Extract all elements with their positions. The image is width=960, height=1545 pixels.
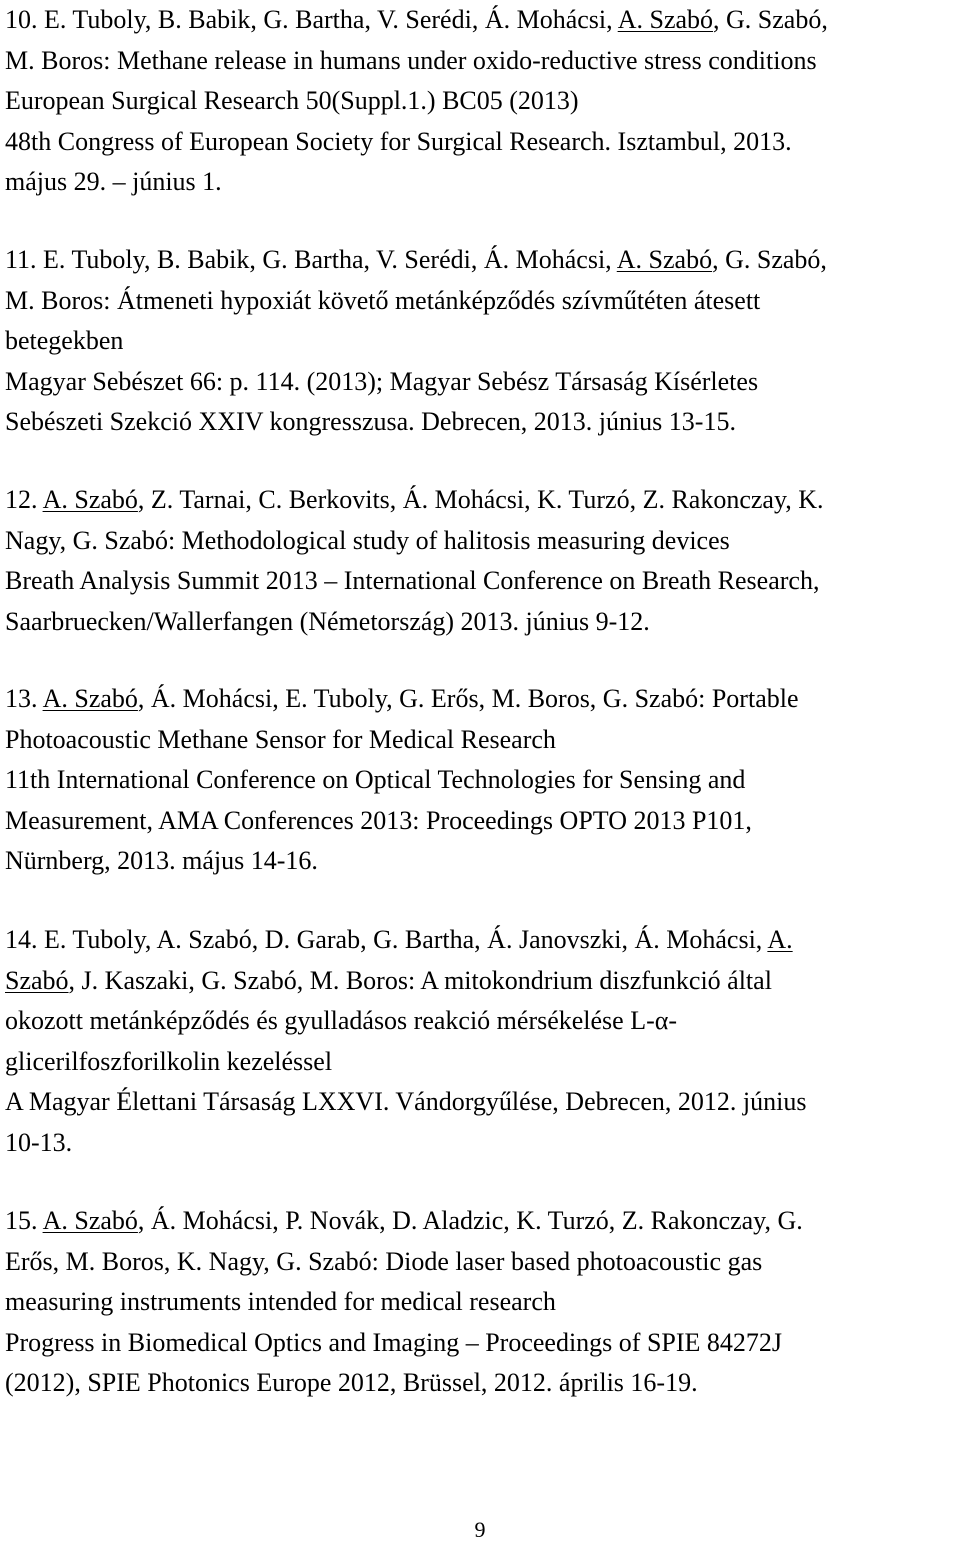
reference-line <box>5 0 955 40</box>
reference-text: 13. <box>5 684 43 713</box>
underlined-author: A. Szabó <box>42 485 138 514</box>
reference-text: A Magyar Élettani Társaság LXXVI. Vándorgyűlése, Debrecen, 2012. június <box>5 1087 807 1116</box>
reference-text: Measurement, AMA Conferences 2013: Proceedings OPTO 2013 P101, <box>5 805 752 835</box>
reference-text: 10-13. <box>5 1127 73 1157</box>
reference-text: 12. <box>5 485 43 514</box>
underlined-author: A. Szabó <box>617 5 714 34</box>
reference-text: , Á. Mohácsi, E. Tuboly, G. Erős, M. Boros, G. Szabó: Portable <box>137 684 799 713</box>
reference-text: M. Boros: Átmeneti hypoxiát követő metánképződés szívműtéten átesett <box>5 285 761 315</box>
reference-text: Nürnberg, 2013. május 14-16. <box>5 846 318 875</box>
reference-line <box>5 1282 955 1322</box>
reference-text: Nagy, G. Szabó: Methodological study of halitosis measuring devices <box>5 525 730 555</box>
reference-text: 15. <box>5 1206 43 1235</box>
reference-line <box>5 281 955 321</box>
reference-text: , Á. Mohácsi, P. Novák, D. Aladzic, K. Turzó, Z. Rakonczay, G. <box>137 1206 803 1235</box>
reference-text: Saarbruecken/Wallerfangen (Németország) 2013. június 9-12. <box>5 606 650 636</box>
reference-text: , G. Szabó, <box>712 245 827 274</box>
underlined-author: A. Szabó <box>42 1206 138 1235</box>
reference-text: Breath Analysis Summit 2013 – International Conference on Breath Research, <box>5 566 820 595</box>
reference-text: 14. E. Tuboly, A. Szabó, D. Garab, G. Bartha, Á. Janovszki, Á. Mohácsi, <box>5 925 768 954</box>
reference-line <box>5 1242 955 1282</box>
underlined-author: A. Szabó <box>42 684 138 713</box>
reference-text: okozott metánképződés és gyulladásos reakció mérsékelése L-α- <box>5 1006 678 1035</box>
reference-text: (2012), SPIE Photonics Europe 2012, Brüssel, 2012. április 16-19. <box>5 1368 698 1397</box>
reference-line <box>5 362 955 402</box>
reference-text: Progress in Biomedical Optics and Imaging – Proceedings of SPIE 84272J <box>5 1327 783 1357</box>
reference-line <box>5 1042 955 1082</box>
page-number: 9 <box>474 1517 486 1542</box>
reference-line <box>5 920 955 960</box>
reference-text: Erős, M. Boros, K. Nagy, G. Szabó: Diode laser based photoacoustic gas <box>5 1246 763 1276</box>
reference-line <box>5 760 955 800</box>
reference-line <box>5 841 955 881</box>
underlined-author: A. Szabó <box>616 245 713 274</box>
reference-line <box>5 480 955 520</box>
reference-line <box>5 1001 955 1041</box>
reference-text: 11. E. Tuboly, B. Babik, G. Bartha, V. Serédi, Á. Mohácsi, <box>5 245 617 274</box>
reference-line <box>5 162 955 202</box>
reference-line <box>5 801 955 841</box>
reference-text: Magyar Sebészet 66: p. 114. (2013); Magyar Sebész Társaság Kísérletes <box>5 366 759 396</box>
reference-line <box>5 720 955 760</box>
reference-line <box>5 602 955 642</box>
reference-text: 11th International Conference on Optical Technologies for Sensing and <box>5 765 746 794</box>
reference-text: 10. E. Tuboly, B. Babik, G. Bartha, V. Serédi, Á. Mohácsi, <box>5 5 618 34</box>
reference-text: glicerilfoszforilkolin kezeléssel <box>5 1046 333 1076</box>
reference-line <box>5 1323 955 1363</box>
reference-line <box>5 1082 955 1122</box>
reference-line <box>5 1363 955 1403</box>
reference-line <box>5 1201 955 1241</box>
reference-line <box>5 321 955 361</box>
reference-text: , G. Szabó, <box>713 5 828 34</box>
reference-text: European Surgical Research 50(Suppl.1.) BC05 (2013) <box>5 86 579 115</box>
reference-line <box>5 81 955 121</box>
reference-text: betegekben <box>5 326 124 355</box>
reference-line <box>5 240 955 280</box>
reference-text: május 29. – június 1. <box>5 167 222 196</box>
reference-line <box>5 122 955 162</box>
reference-text: , Z. Tarnai, C. Berkovits, Á. Mohácsi, K. Turzó, Z. Rakonczay, K. <box>137 485 824 514</box>
reference-line <box>5 1123 955 1163</box>
reference-text: , J. Kaszaki, G. Szabó, M. Boros: A mitokondrium diszfunkció által <box>68 965 772 995</box>
reference-line <box>5 521 955 561</box>
reference-text: M. Boros: Methane release in humans under oxido-reductive stress conditions <box>5 45 817 75</box>
reference-line <box>5 961 955 1001</box>
reference-text: Sebészeti Szekció XXIV kongresszusa. Debrecen, 2013. június 13-15. <box>5 407 736 436</box>
reference-text: 48th Congress of European Society for Surgical Research. Isztambul, 2013. <box>5 126 792 156</box>
reference-line <box>5 561 955 601</box>
reference-line <box>5 679 955 719</box>
reference-line <box>5 402 955 442</box>
reference-text: Photoacoustic Methane Sensor for Medical Research <box>5 724 556 754</box>
underlined-author: A. <box>767 925 793 954</box>
underlined-author: Szabó <box>5 965 69 995</box>
reference-text: measuring instruments intended for medical research <box>5 1287 556 1316</box>
reference-line <box>5 41 955 81</box>
